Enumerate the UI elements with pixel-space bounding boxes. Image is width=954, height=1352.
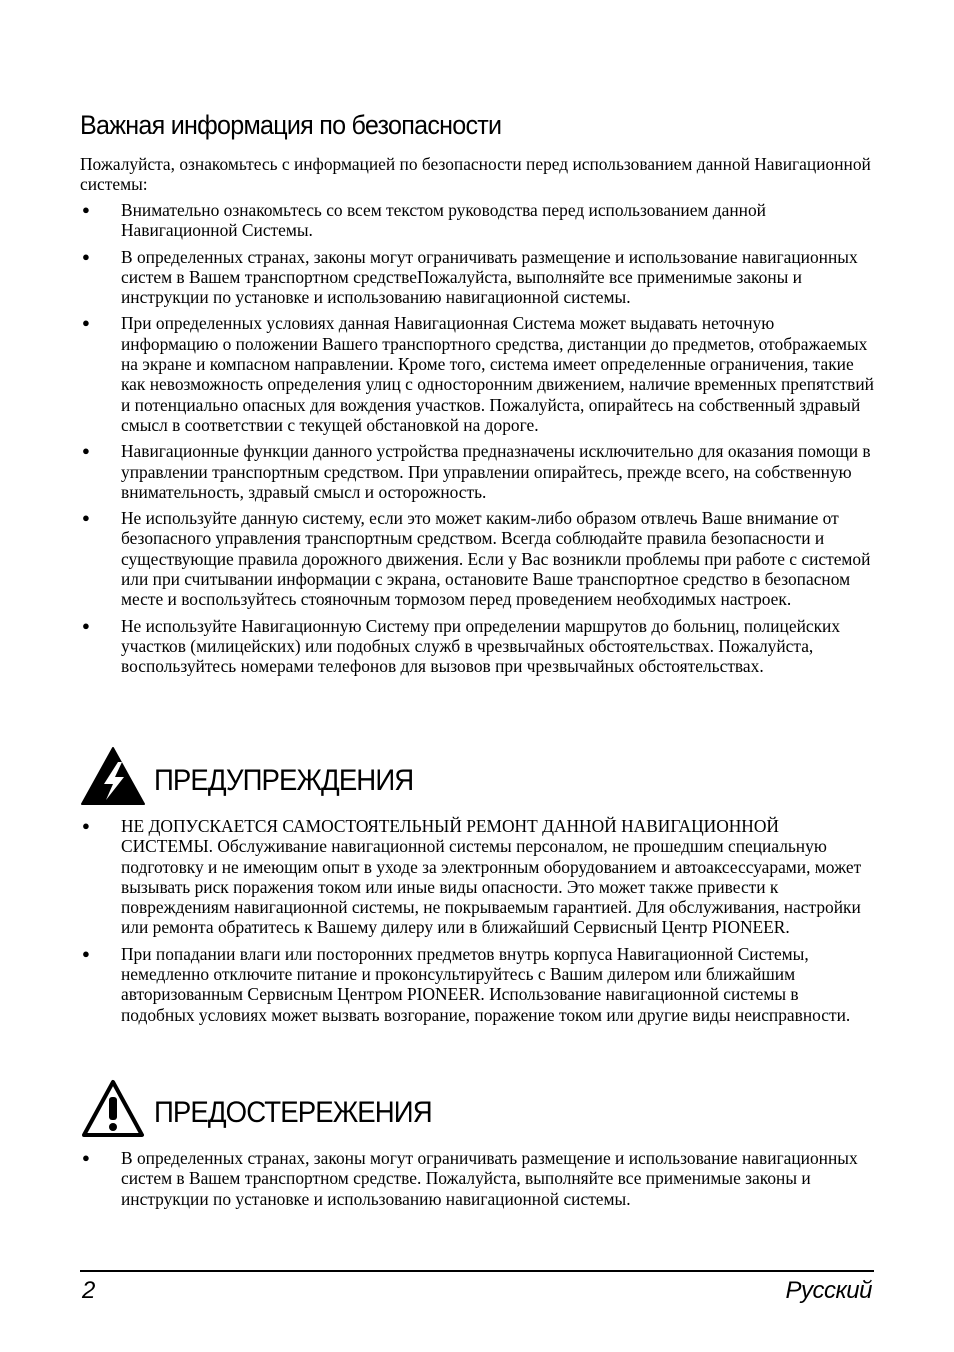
bullet-icon: ● xyxy=(82,510,90,526)
cautions-heading: ПРЕДОСТЕРЕЖЕНИЯ xyxy=(154,1096,432,1129)
manual-page xyxy=(80,0,874,1352)
warnings-heading: ПРЕДУПРЕЖДЕНИЯ xyxy=(154,764,414,797)
list-item: ● Не используйте данную систему, если это может каким-либо образом отвлечь Ваше внимание от безопасного управления транспортным средством. Всегда соблюдайте правила безопасности и существующие правила дорожного движения. Если у Вас возникли проблемы при работе с системой или при считывании информации с экрана, остановите Ваше транспортное средство в безопасном месте и воспользуйтесь стояночным тормозом перед проведением необходимых настроек. xyxy=(82,508,871,610)
language-label: Русский xyxy=(785,1277,872,1304)
list-item: ● При определенных условиях данная Навигационная Система может выдавать неточную информацию о положении Вашего транспортного средства, дистанции до предметов, отображаемых на экране и компасном направлении. Кроме того, система имеет определенные ограничения, такие как невозможность определения улиц с односторонним движением, наличие временных препятствий и потенциально опасных для вождения участков. Пожалуйста, опирайтесь на собственный здравый смысл в соответствии с текущей обстановкой на дороге. xyxy=(82,313,874,435)
bullet-icon: ● xyxy=(82,248,90,264)
safety-list xyxy=(80,200,874,683)
bullet-icon: ● xyxy=(82,202,90,217)
bullet-icon: ● xyxy=(82,945,90,961)
bullet-icon: ● xyxy=(82,443,90,459)
exclamation-caution-icon xyxy=(80,1078,146,1138)
electric-shock-warning-icon xyxy=(80,746,146,806)
bullet-icon: ● xyxy=(82,818,90,833)
cautions-list xyxy=(80,1148,874,1215)
list-item: ● Не используйте Навигационную Систему при определении маршрутов до больниц, полицейских участков (милицейских) или подобных служб в чрезвычайных обстоятельствах. Пожалуйста, воспользуйтесь номерами телефонов для вызовов при чрезвычайных обстоятельствах. xyxy=(82,615,841,677)
page-number: 2 xyxy=(82,1277,96,1304)
intro-text: Пожалуйста, ознакомьтесь с информацией по безопасности перед использованием данной Навигационной системы: xyxy=(80,154,871,194)
bullet-icon: ● xyxy=(82,617,90,633)
list-item: ● Навигационные функции данного устройства предназначены исключительно для оказания помощи в управлении транспортным средством. При управлении опирайтесь, прежде всего, на собственную внимательность, здравый смысл и осторожность. xyxy=(82,441,871,502)
bullet-icon: ● xyxy=(82,315,90,331)
page-title: Важная информация по безопасности xyxy=(80,110,502,140)
list-item: ● НЕ ДОПУСКАЕТСЯ САМОСТОЯТЕЛЬНЫЙ РЕМОНТ ДАННОЙ НАВИГАЦИОННОЙ СИСТЕМЫ. Обслуживание навигационной системы персоналом, не прошедшим специальную подготовку и не имеющим опыт в уходе за электронным оборудованием и автоаксессуарами, может вызывать риск поражения током или иные виды опасности. Это может также привести к повреждениям навигационной системы, не покрываемым гарантией. Для обслуживания, настройки или ремонта обратитесь к Вашему дилеру или в ближайший Сервисный Центр PIONEER. xyxy=(82,816,862,938)
list-item: ● При попадании влаги или посторонних предметов внутрь корпуса Навигационной Системы, немедленно отключите питание и проконсультируйтесь с Вашим дилером или ближайшим авторизованным Сервисным Центром PIONEER. Использование навигационной системы в подобных условиях может вызвать возгорание, поражение током или другие виды неисправности. xyxy=(82,943,851,1025)
list-item: ● В определенных странах, законы могут ограничивать размещение и использование навигационных систем в Вашем транспортном средстве. Пожалуйста, выполняйте все применимые законы и инструкции по установке и использованию навигационной системы. xyxy=(82,1148,858,1209)
list-item: ● Внимательно ознакомьтесь со всем текстом руководства перед использованием данной Навигационной Системы. xyxy=(82,200,766,241)
footer-divider xyxy=(80,1270,874,1272)
list-item: ● В определенных странах, законы могут ограничивать размещение и использование навигационных систем в Вашем транспортном средствеПожалуйста, выполняйте все применимые законы и инструкции по установке и использованию навигационной системы. xyxy=(82,246,858,308)
warnings-list xyxy=(80,816,874,1031)
bullet-icon: ● xyxy=(82,1150,90,1165)
